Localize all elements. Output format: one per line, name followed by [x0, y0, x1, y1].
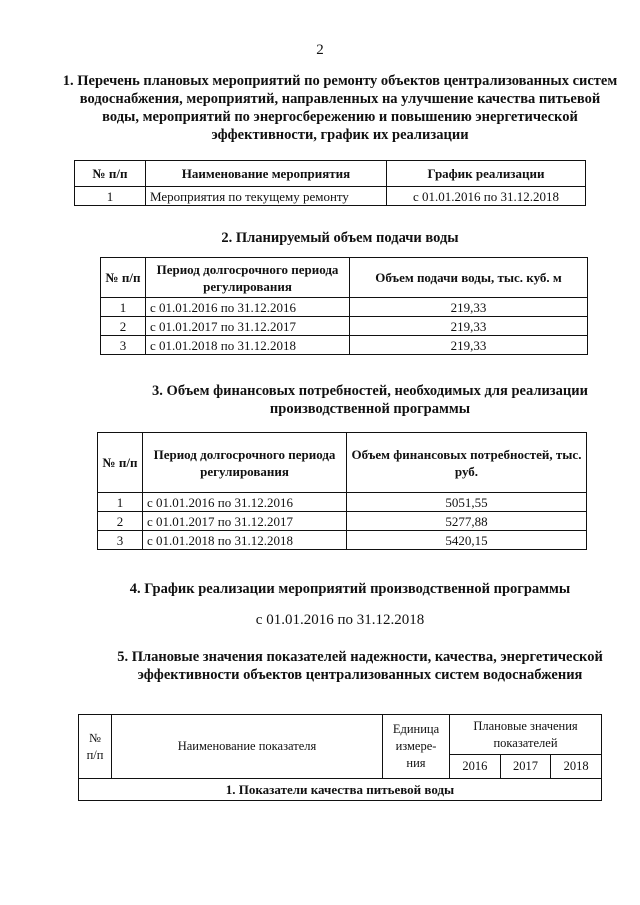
s2-header-volume: Объем подачи воды, тыс. куб. м — [350, 258, 588, 298]
s3-cell-period: с 01.01.2017 по 31.12.2017 — [143, 512, 347, 531]
s3-cell-period: с 01.01.2016 по 31.12.2016 — [143, 493, 347, 512]
s2-cell-volume: 219,33 — [350, 336, 588, 355]
s5-header-name: Наименование показателя — [112, 715, 383, 779]
section2-table — [100, 257, 588, 355]
table-row — [98, 493, 587, 512]
s3-cell-finance: 5277,88 — [347, 512, 587, 531]
table-row — [101, 336, 588, 355]
table-row — [75, 187, 586, 206]
s2-cell-period: с 01.01.2018 по 31.12.2018 — [146, 336, 350, 355]
s3-cell-num: 2 — [98, 512, 143, 531]
s5-header-planned: Плановые значения показателей — [450, 715, 602, 755]
section4-title: 4. График реализации мероприятий производственной программы — [129, 581, 571, 597]
s3-header-num: № п/п — [98, 433, 143, 493]
s2-cell-num: 3 — [101, 336, 146, 355]
section4-period: с 01.01.2016 по 31.12.2018 — [255, 612, 425, 628]
s1-header-schedule: График реализации — [387, 161, 586, 187]
section1-table — [74, 160, 586, 206]
s2-cell-volume: 219,33 — [350, 317, 588, 336]
table-row — [101, 317, 588, 336]
s5-header-year: 2017 — [500, 755, 551, 779]
s1-header-name: Наименование мероприятия — [146, 161, 387, 187]
s3-cell-num: 1 — [98, 493, 143, 512]
s5-header-year: 2016 — [450, 755, 501, 779]
table-row — [98, 512, 587, 531]
s3-cell-finance: 5051,55 — [347, 493, 587, 512]
s5-header-year: 2018 — [551, 755, 602, 779]
s3-cell-num: 3 — [98, 531, 143, 550]
page-number: 2 — [316, 42, 324, 58]
s3-header-period: Период долгосрочного периода регулирования — [143, 433, 347, 493]
s3-cell-period: с 01.01.2018 по 31.12.2018 — [143, 531, 347, 550]
s2-cell-period: с 01.01.2017 по 31.12.2017 — [146, 317, 350, 336]
s2-cell-num: 1 — [101, 298, 146, 317]
table-row — [98, 531, 587, 550]
s1-header-num: № п/п — [75, 161, 146, 187]
s2-cell-period: с 01.01.2016 по 31.12.2016 — [146, 298, 350, 317]
section3-table — [97, 432, 587, 550]
section5-title: 5. Плановые значения показателей надежности, качества, энергетической эффективности объектов централизованных систем водоснабжения — [117, 649, 603, 683]
s5-header-unit: Единица измере-ния — [383, 715, 450, 779]
s2-header-period: Период долгосрочного периода регулирования — [146, 258, 350, 298]
s1-cell-name: Мероприятия по текущему ремонту — [146, 187, 387, 206]
s3-header-finance: Объем финансовых потребностей, тыс. руб. — [347, 433, 587, 493]
section3-title: 3. Объем финансовых потребностей, необходимых для реализации производственной программы — [152, 383, 588, 417]
section2-title: 2. Планируемый объем подачи воды — [221, 230, 459, 246]
s2-cell-num: 2 — [101, 317, 146, 336]
s2-cell-volume: 219,33 — [350, 298, 588, 317]
s1-cell-num: 1 — [75, 187, 146, 206]
section5-table — [78, 714, 602, 801]
s3-cell-finance: 5420,15 — [347, 531, 587, 550]
s2-header-num: № п/п — [101, 258, 146, 298]
s5-header-num: № п/п — [79, 715, 112, 779]
table-row — [101, 298, 588, 317]
s5-subheader: 1. Показатели качества питьевой воды — [79, 779, 602, 801]
s1-cell-schedule: с 01.01.2016 по 31.12.2018 — [387, 187, 586, 206]
section1-title: 1. Перечень плановых мероприятий по ремонту объектов централизованных систем водоснабжения, мероприятий, направленных на улучшение качества питьевой воды, мероприятий по энергосбережению и повышению энергетической эффективности, график их реализации — [62, 73, 618, 143]
